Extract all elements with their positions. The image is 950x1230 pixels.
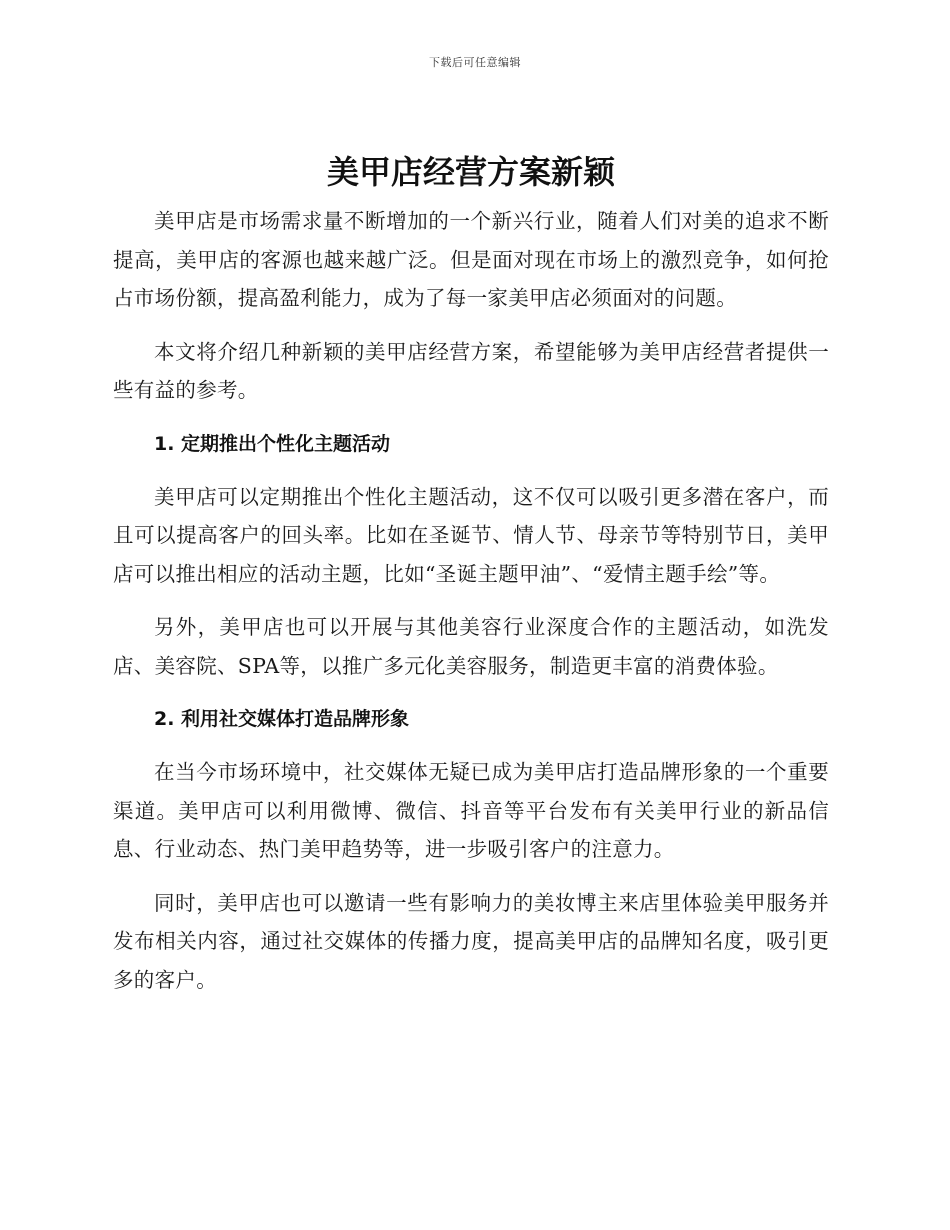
intro-paragraph: 本文将介绍几种新颖的美甲店经营方案，希望能够为美甲店经营者提供一些有益的参考。 — [113, 339, 829, 402]
section-paragraph: 美甲店可以定期推出个性化主题活动，这不仅可以吸引更多潜在客户，而且可以提高客户的回头率。比如在圣诞节、情人节、母亲节等特别节日，美甲店可以推出相应的活动主题，比如“圣诞主题甲油”、“爱情主题手绘”等。 — [113, 484, 829, 586]
header-note: 下载后可任意编辑 — [429, 56, 521, 69]
section-paragraph: 同时，美甲店也可以邀请一些有影响力的美妆博主来店里体验美甲服务并发布相关内容，通过社交媒体的传播力度，提高美甲店的品牌知名度，吸引更多的客户。 — [113, 890, 829, 992]
document-title: 美甲店经营方案新颖 — [326, 153, 615, 191]
document-body — [113, 150, 829, 1014]
section-heading: 1. 定期推出个性化主题活动 — [154, 432, 391, 455]
section-paragraph: 在当今市场环境中，社交媒体无疑已成为美甲店打造品牌形象的一个重要渠道。美甲店可以利用微博、微信、抖音等平台发布有关美甲行业的新品信息、行业动态、热门美甲趋势等，进一步吸引客户的注意力。 — [113, 760, 829, 861]
section-heading: 2. 利用社交媒体打造品牌形象 — [154, 708, 410, 730]
section-paragraph: 另外，美甲店也可以开展与其他美容行业深度合作的主题活动，如洗发店、美容院、SPA等，以推广多元化美容服务，制造更丰富的消费体验。 — [113, 615, 829, 678]
intro-paragraph: 美甲店是市场需求量不断增加的一个新兴行业，随着人们对美的追求不断提高，美甲店的客源也越来越广泛。但是面对现在市场上的激烈竞争，如何抢占市场份额，提高盈利能力，成为了每一家美甲店必须面对的问题。 — [113, 209, 829, 310]
